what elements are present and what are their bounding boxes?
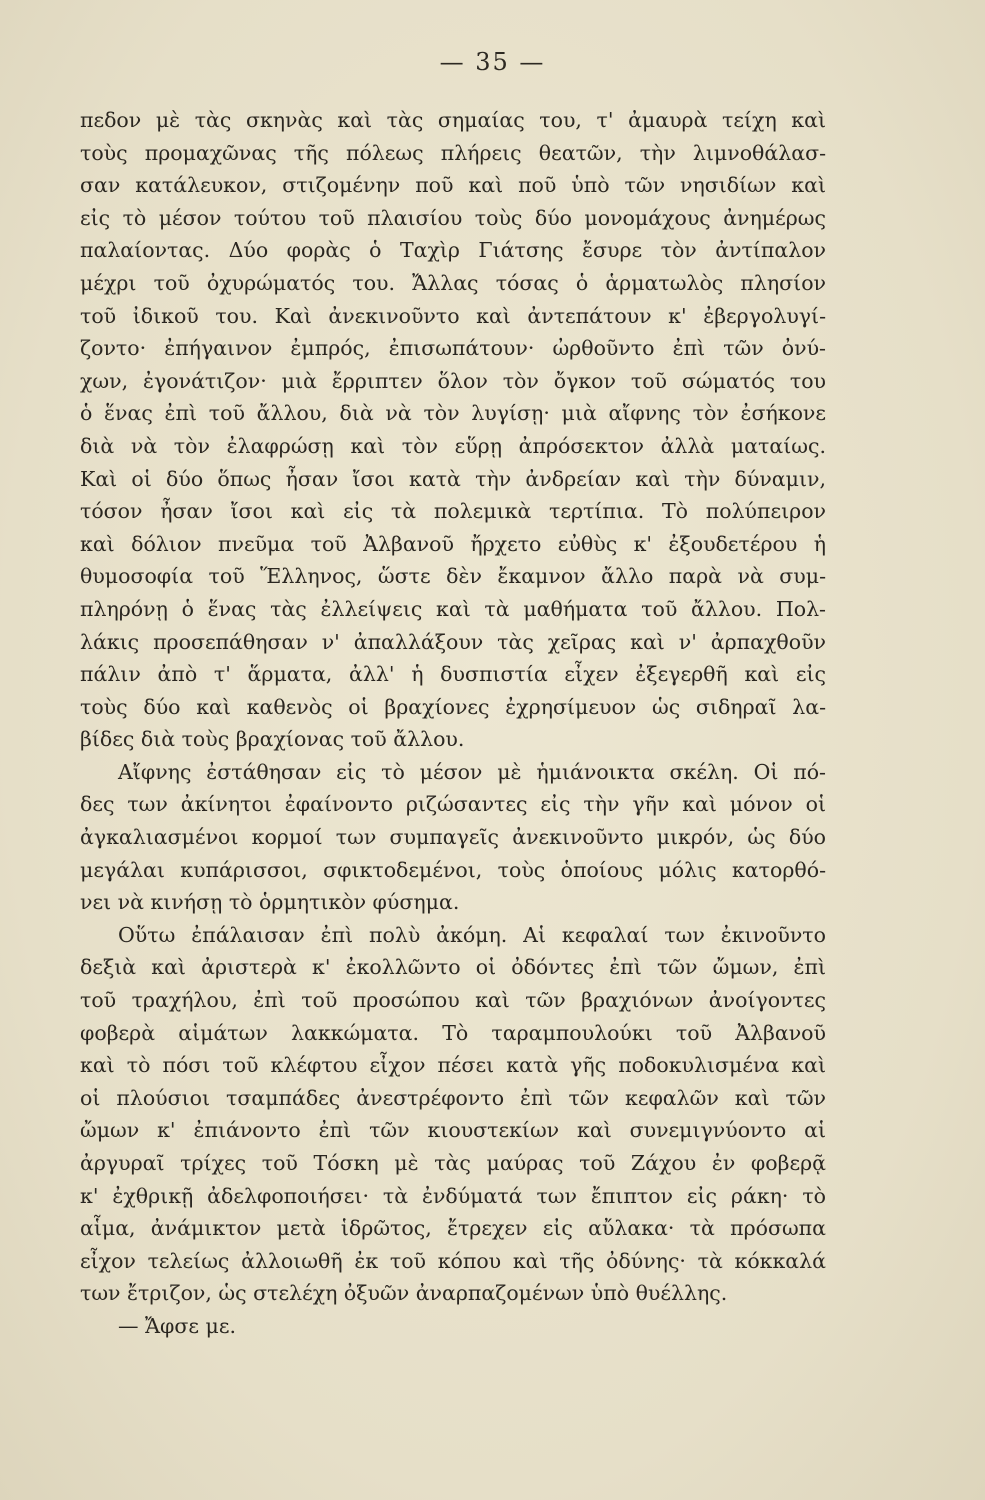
text-line: τόσον ἦσαν ἴσοι καὶ εἰς τὰ πολεμικὰ τερτίπια. Τὸ πολύπειρον xyxy=(80,499,826,524)
text-line: τοῦ τραχήλου, ἐπὶ τοῦ προσώπου καὶ τῶν βραχιόνων ἀνοίγοντες xyxy=(80,988,826,1013)
text-line: λάκις προσεπάθησαν ν' ἀπαλλάξουν τὰς χεῖρας καὶ ν' ἀρπαχθοῦν xyxy=(80,629,826,654)
text-line: Καὶ οἱ δύο ὅπως ἦσαν ἴσοι κατὰ τὴν ἀνδρείαν καὶ τὴν δύναμιν, xyxy=(80,466,826,491)
text-line: θυμοσοφία τοῦ Ἕλληνος, ὥστε δὲν ἔκαμνον ἄλλο παρὰ νὰ συμ- xyxy=(80,564,826,589)
text-line: πεδον μὲ τὰς σκηνὰς καὶ τὰς σημαίας του, τ' ἀμαυρὰ τείχη καὶ xyxy=(80,108,826,132)
text-line: Αἴφνης ἐστάθησαν εἰς τὸ μέσον μὲ ἡμιάνοικτα σκέλη. Οἱ πό- xyxy=(118,759,826,784)
text-line: καὶ δόλιον πνεῦμα τοῦ Ἀλβανοῦ ἤρχετο εὐθὺς κ' ἐξουδετέρου ἡ xyxy=(80,531,826,556)
text-line: κ' ἐχθρικῇ ἀδελφοποιήσει· τὰ ἐνδύματά των ἔπιπτον εἰς ράκη· τὸ xyxy=(80,1183,826,1208)
text-line: δεξιὰ καὶ ἀριστερὰ κ' ἐκολλῶντο οἱ ὀδόντες ἐπὶ τῶν ὤμων, ἐπὶ xyxy=(80,955,826,980)
text-line: — Ἄφσε με. xyxy=(118,1313,237,1338)
text-line: αἷμα, ἀνάμικτον μετὰ ἱδρῶτος, ἔτρεχεν εἰς αὔλακα· τὰ πρόσωπα xyxy=(80,1216,826,1241)
text-line: δες των ἀκίνητοι ἐφαίνοντο ριζώσαντες εἰς τὴν γῆν καὶ μόνον οἱ xyxy=(80,792,826,817)
text-line: ἀγκαλιασμένοι κορμοί των συμπαγεῖς ἀνεκινοῦντο μικρόν, ὡς δύο xyxy=(80,825,826,850)
text-line: εἰς τὸ μέσον τούτου τοῦ πλαισίου τοὺς δύο μονομάχους ἀνημέρως xyxy=(80,205,826,230)
text-line: ζοντο· ἐπήγαινον ἐμπρός, ἐπισωπάτουν· ὠρθοῦντο ἐπὶ τῶν ὀνύ- xyxy=(80,336,826,361)
text-line: διὰ νὰ τὸν ἐλαφρώσῃ καὶ τὸν εὕρῃ ἀπρόσεκτον ἀλλὰ ματαίως. xyxy=(80,433,826,458)
text-line: ἀργυραῖ τρίχες τοῦ Τόσκη μὲ τὰς μαύρας τοῦ Ζάχου ἐν φοβερᾷ xyxy=(80,1151,826,1175)
body-text xyxy=(80,104,826,1343)
text-line: Οὕτω ἐπάλαισαν ἐπὶ πολὺ ἀκόμη. Αἱ κεφαλαί των ἐκινοῦντο xyxy=(118,922,826,947)
text-line: ὁ ἕνας ἐπὶ τοῦ ἄλλου, διὰ νὰ τὸν λυγίσῃ· μιὰ αἴφνης τὸν ἐσήκονε xyxy=(80,401,826,426)
text-line: των ἔτριζον, ὡς στελέχη ὀξυῶν ἀναρπαζομένων ὑπὸ θυέλλης. xyxy=(80,1281,728,1306)
text-line: νει νὰ κινήσῃ τὸ ὁρμητικὸν φύσημα. xyxy=(80,890,460,915)
text-line: καὶ τὸ πόσι τοῦ κλέφτου εἶχον πέσει κατὰ γῆς ποδοκυλισμένα καὶ xyxy=(80,1053,826,1078)
text-line: ὤμων κ' ἐπιάνοντο ἐπὶ τῶν κιουστεκίων καὶ συνεμιγνύοντο αἱ xyxy=(80,1118,826,1143)
text-line: βίδες διὰ τοὺς βραχίονας τοῦ ἄλλου. xyxy=(80,727,465,752)
text-line: εἶχον τελείως ἀλλοιωθῆ ἐκ τοῦ κόπου καὶ τῆς ὀδύνης· τὰ κόκκαλά xyxy=(80,1248,826,1273)
text-line: τοῦ ἰδικοῦ του. Καὶ ἀνεκινοῦντο καὶ ἀντεπάτουν κ' ἐβεργολυγί- xyxy=(80,303,826,328)
text-line: χων, ἐγονάτιζον· μιὰ ἔρριπτεν ὅλον τὸν ὄγκον τοῦ σώματός του xyxy=(80,368,826,393)
text-line: πληρόνῃ ὁ ἕνας τὰς ἐλλείψεις καὶ τὰ μαθήματα τοῦ ἄλλου. Πολ- xyxy=(80,596,826,621)
text-line: παλαίοντας. Δύο φορὰς ὁ Ταχὶρ Γιάτσης ἔσυρε τὸν ἀντίπαλον xyxy=(80,238,826,263)
text-line: μέχρι τοῦ ὀχυρώματός του. Ἄλλας τόσας ὁ ἁρματωλὸς πλησίον xyxy=(80,270,826,295)
text-line: οἱ πλούσιοι τσαμπάδες ἀνεστρέφοντο ἐπὶ τῶν κεφαλῶν καὶ τῶν xyxy=(80,1085,826,1110)
page-number: — 35 — xyxy=(439,48,546,76)
text-line: πάλιν ἀπὸ τ' ἅρματα, ἀλλ' ἡ δυσπιστία εἶχεν ἐξεγερθῆ καὶ εἰς xyxy=(80,662,826,687)
text-line: τοὺς δύο καὶ καθενὸς οἱ βραχίονες ἐχρησίμευον ὡς σιδηραῖ λα- xyxy=(80,694,826,719)
text-line: τοὺς προμαχῶνας τῆς πόλεως πλήρεις θεατῶν, τὴν λιμνοθάλασ- xyxy=(80,140,826,165)
text-line: μεγάλαι κυπάρισσοι, σφικτοδεμένοι, τοὺς ὁποίους μόλις κατορθό- xyxy=(80,857,826,882)
text-line: φοβερὰ αἱμάτων λακκώματα. Τὸ ταραμπουλούκι τοῦ Ἀλβανοῦ xyxy=(80,1020,826,1045)
text-line: σαν κατάλευκον, στιζομένην ποῦ καὶ ποῦ ὑπὸ τῶν νησιδίων καὶ xyxy=(80,173,826,198)
